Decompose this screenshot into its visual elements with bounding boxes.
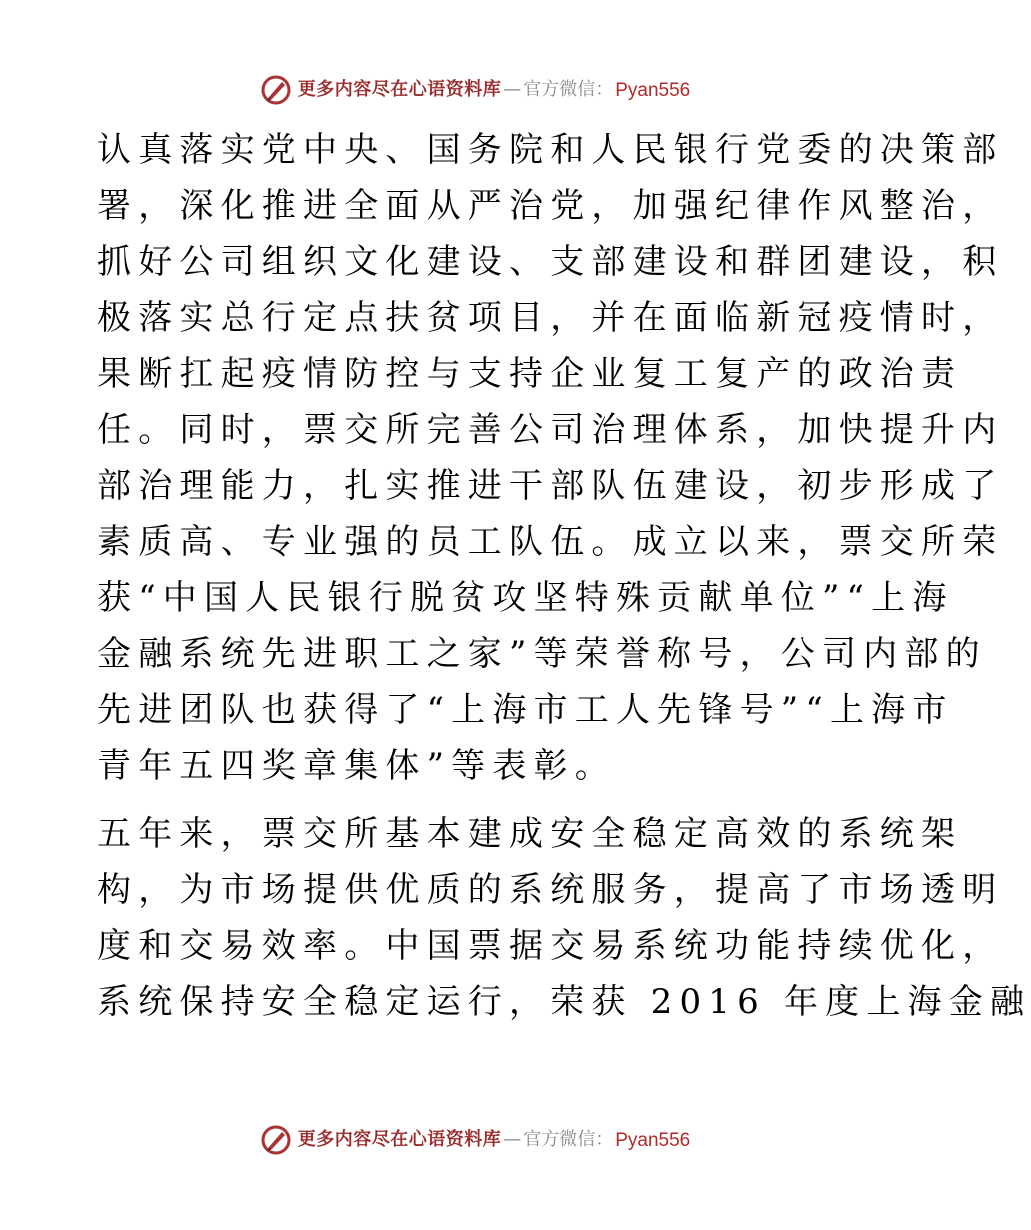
footer-separator: — — [503, 1129, 522, 1150]
text-line: 果断扛起疫情防控与支持企业复工复产的政治责 — [97, 354, 963, 394]
paragraph-gap — [97, 794, 857, 806]
text-line: 先进团队也获得了“上海市工人先锋号”“上海市 — [97, 690, 954, 730]
footer-wechat-label: 官方微信： — [523, 1129, 614, 1150]
text-line: 度和交易效率。中国票据交易系统功能持续优化， — [97, 926, 1004, 966]
text-line: 部治理能力，扎实推进干部队伍建设，初步形成了 — [97, 466, 1004, 506]
text-line: 青年五四奖章集体”等表彰。 — [97, 746, 616, 786]
document-body — [97, 122, 1031, 1030]
header-separator: — — [503, 79, 522, 100]
footer-site-text: 更多内容尽在心语资料库 — [297, 1129, 502, 1150]
header-banner-content — [260, 74, 691, 106]
header-site-text: 更多内容尽在心语资料库 — [297, 79, 502, 100]
footer-banner-content — [260, 1124, 691, 1156]
header-wechat-label: 官方微信： — [523, 79, 614, 100]
text-line: 抓好公司组织文化建设、支部建设和群团建设，积 — [97, 242, 1004, 282]
pen-logo-icon — [260, 1124, 292, 1156]
text-line: 获“中国人民银行脱贫攻坚特殊贡献单位”“上海 — [97, 578, 954, 618]
text-line: 任。同时，票交所完善公司治理体系，加快提升内 — [97, 410, 1004, 450]
text-line: 素质高、专业强的员工队伍。成立以来，票交所荣 — [97, 522, 1004, 562]
paragraph-1 — [97, 122, 1004, 794]
header-banner — [0, 70, 950, 110]
text-line: 系统保持安全稳定运行，荣获 2016 年度上海金融 — [97, 982, 1031, 1022]
paragraph-2 — [97, 806, 1031, 1030]
text-line: 金融系统先进职工之家”等荣誉称号，公司内部的 — [97, 634, 987, 674]
text-line: 认真落实党中央、国务院和人民银行党委的决策部 — [97, 130, 1004, 170]
footer-wechat-account: Pyan556 — [615, 1129, 691, 1151]
text-line: 极落实总行定点扶贫项目，并在面临新冠疫情时， — [97, 298, 1004, 338]
pen-logo-icon — [260, 74, 292, 106]
footer-banner — [0, 1120, 950, 1160]
text-line: 五年来，票交所基本建成安全稳定高效的系统架 — [97, 814, 963, 854]
text-line: 署，深化推进全面从严治党，加强纪律作风整治， — [97, 186, 1004, 226]
text-line: 构，为市场提供优质的系统服务，提高了市场透明 — [97, 870, 1004, 910]
header-wechat-account: Pyan556 — [615, 79, 691, 101]
